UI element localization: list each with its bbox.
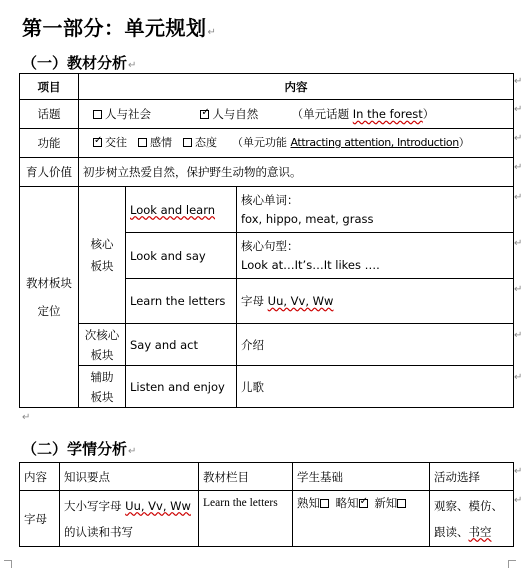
crop-mark xyxy=(508,560,516,568)
checkbox-unchecked[interactable] xyxy=(93,110,102,119)
core-name-2: Look and say xyxy=(126,233,237,279)
subcore-label-line1: 次核心 xyxy=(84,327,120,342)
crop-mark xyxy=(4,560,12,568)
value-row xyxy=(20,158,514,187)
core-words: fox, hippo, meat, grass xyxy=(241,211,374,226)
header-content: 内容 xyxy=(79,74,514,100)
paragraph-mark: ↵ xyxy=(514,238,522,249)
row-activity xyxy=(430,491,514,547)
paragraph-mark: ↵ xyxy=(514,466,522,477)
checkbox-unchecked[interactable] xyxy=(320,499,329,508)
header-column: 教材栏目 xyxy=(199,463,293,491)
header-content: 内容 xyxy=(20,463,60,491)
knowledge-line2: 的认读和书写 xyxy=(64,524,133,539)
value-label: 育人价值 xyxy=(20,158,79,187)
table-header-row xyxy=(20,74,514,100)
function-note-suffix: ） xyxy=(458,136,470,149)
topic-option-society: 人与社会 xyxy=(105,107,151,121)
core-content-3 xyxy=(237,279,514,324)
core-row-1 xyxy=(20,187,514,233)
aux-content: 儿歌 xyxy=(237,366,514,408)
paragraph-mark: ↵ xyxy=(22,412,31,423)
subcore-block-label xyxy=(79,324,126,366)
function-note-prefix: （单元功能 xyxy=(232,136,291,149)
learner-analysis-table xyxy=(19,462,514,547)
basis-option-new: 新知 xyxy=(374,496,398,510)
blocks-label-line1: 教材板块 xyxy=(26,276,72,290)
checkbox-unchecked[interactable] xyxy=(397,499,406,508)
topic-note-prefix: （单元话题 xyxy=(291,107,353,121)
topic-label: 话题 xyxy=(20,100,79,129)
topic-option-nature: 人与自然 xyxy=(212,107,259,121)
core-name-1-text: Look and learn xyxy=(130,202,216,217)
function-row xyxy=(20,129,514,158)
header-knowledge: 知识要点 xyxy=(60,463,199,491)
knowledge-letters: Uu, Vv, Ww xyxy=(125,498,191,513)
section-heading-materials xyxy=(22,52,136,73)
row-column: Learn the letters xyxy=(199,491,293,547)
paragraph-mark: ↵ xyxy=(514,192,522,203)
aux-label-line1: 辅助 xyxy=(90,369,114,384)
paragraph-mark: ↵ xyxy=(514,162,522,173)
function-option-attitude: 态度 xyxy=(195,136,217,149)
core-content-2 xyxy=(237,233,514,279)
paragraph-mark: ↵ xyxy=(514,372,522,383)
paragraph-mark: ↵ xyxy=(128,446,137,457)
subcore-row xyxy=(20,324,514,366)
page-title-text: 第一部分：单元规划 xyxy=(22,16,207,40)
checkbox-checked[interactable] xyxy=(359,499,368,508)
paragraph-mark: ↵ xyxy=(514,330,522,341)
header-item: 项目 xyxy=(20,74,79,100)
topic-content xyxy=(79,100,514,129)
knowledge-prefix: 大小写字母 xyxy=(64,498,126,513)
topic-note-suffix: ） xyxy=(422,107,435,121)
activity-line2b: 书空 xyxy=(468,524,492,539)
letters-value: Uu, Vv, Ww xyxy=(267,294,334,308)
core-sentence-label: 核心句型： xyxy=(241,238,299,253)
topic-row xyxy=(20,100,514,129)
paragraph-mark: ↵ xyxy=(514,495,522,506)
aux-row xyxy=(20,366,514,408)
header-basis: 学生基础 xyxy=(293,463,430,491)
basis-option-partial: 略知 xyxy=(335,496,359,510)
activity-line2a: 跟读、 xyxy=(434,524,469,539)
core-label-line1: 核心 xyxy=(90,237,114,251)
aux-label-line2: 板块 xyxy=(90,389,114,404)
paragraph-mark: ↵ xyxy=(514,76,522,87)
section-heading-text: （一）教材分析 xyxy=(22,54,128,72)
blocks-label xyxy=(20,187,79,408)
activity-line1: 观察、模仿、 xyxy=(434,498,503,513)
subcore-name: Say and act xyxy=(126,324,237,366)
blocks-label-line2: 定位 xyxy=(37,304,61,318)
checkbox-checked[interactable] xyxy=(200,110,209,119)
row-knowledge xyxy=(60,491,199,547)
subcore-label-line2: 板块 xyxy=(90,347,114,362)
function-note-value: Attracting attention, Introduction xyxy=(290,136,459,149)
core-name-3: Learn the letters xyxy=(126,279,237,324)
aux-name: Listen and enjoy xyxy=(126,366,237,408)
paragraph-mark: ↵ xyxy=(514,133,522,144)
value-text: 初步树立热爱自然，保护野生动物的意识。 xyxy=(79,158,514,187)
subcore-content: 介绍 xyxy=(237,324,514,366)
paragraph-mark: ↵ xyxy=(207,27,217,38)
function-content xyxy=(79,129,514,158)
core-words-label: 核心单词： xyxy=(241,192,299,207)
header-activity: 活动选择 xyxy=(430,463,514,491)
checkbox-checked[interactable] xyxy=(93,138,102,147)
core-block-label xyxy=(79,187,126,324)
section-heading-learners xyxy=(22,438,136,459)
topic-note-value: In the forest xyxy=(352,107,423,121)
learner-row-letters xyxy=(20,491,514,547)
row-basis xyxy=(293,491,430,547)
core-content-1 xyxy=(237,187,514,233)
letters-prefix: 字母 xyxy=(241,294,268,308)
page-title xyxy=(22,12,216,41)
paragraph-mark: ↵ xyxy=(128,60,137,71)
section-heading-text: （二）学情分析 xyxy=(22,440,128,458)
function-option-emotion: 感情 xyxy=(150,136,172,149)
function-option-communication: 交往 xyxy=(105,136,127,149)
core-sentence: Look at…It’s…It likes …. xyxy=(241,257,380,272)
paragraph-mark: ↵ xyxy=(514,104,522,115)
learner-header-row xyxy=(20,463,514,491)
basis-option-familiar: 熟知 xyxy=(297,496,320,510)
materials-analysis-table xyxy=(19,73,514,408)
checkbox-unchecked[interactable] xyxy=(138,138,147,147)
aux-block-label xyxy=(79,366,126,408)
function-label: 功能 xyxy=(20,129,79,158)
core-name-1 xyxy=(126,187,237,233)
core-label-line2: 板块 xyxy=(90,259,114,273)
paragraph-mark: ↵ xyxy=(514,284,522,295)
row-content: 字母 xyxy=(20,491,60,547)
checkbox-unchecked[interactable] xyxy=(183,138,192,147)
